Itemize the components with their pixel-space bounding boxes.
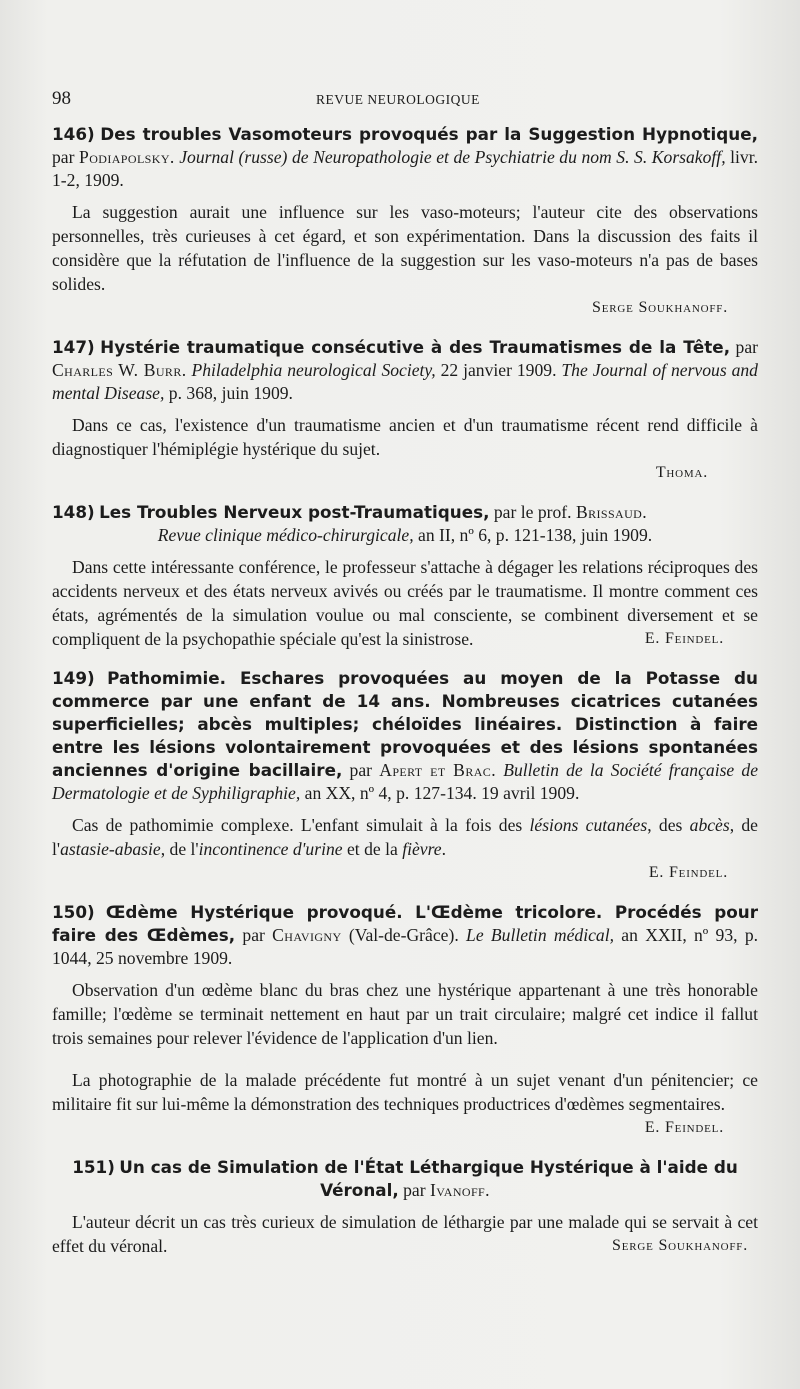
entry-source: Journal (russe) de Neuropathologie et de Psychiatrie du nom S. S. Korsakoff, <box>179 147 726 167</box>
entry-signature: Thoma. <box>655 464 708 481</box>
entry-source: Philadelphia neurological Society, <box>191 360 436 380</box>
entry-paragraph: Dans ce cas, l'existence d'un traumatisme ancien et d'un traumatisme récent rend difficile à diagnostiquer l'hémiplégie hystérique du sujet. <box>52 415 758 459</box>
para-emphasis: incontinence d'urine <box>198 839 343 859</box>
abstract-147 <box>52 336 758 485</box>
by-text: par <box>242 925 265 945</box>
entry-source-details: an II, nº 6, p. 121-138, juin 1909. <box>418 525 653 545</box>
entry-author: Podiapolsky. <box>79 147 175 167</box>
entry-source: Le Bulletin médical, <box>466 925 614 945</box>
entry-heading <box>52 901 758 970</box>
entry-number: 146) <box>52 124 95 144</box>
entry-heading <box>52 123 758 192</box>
page-content <box>52 123 758 1274</box>
entry-number: 150) <box>52 902 95 922</box>
entry-source: Bulletin de la Société française de Dermatologie et de Syphiligraphie, <box>52 760 759 803</box>
entry-number: 151) <box>72 1156 115 1177</box>
para-emphasis: lésions cutanées <box>529 815 648 835</box>
entry-heading <box>52 501 758 547</box>
entry-source: Revue clinique médico-chirurgicale, <box>157 525 414 545</box>
page-header <box>0 84 800 114</box>
entry-number: 149) <box>52 668 95 688</box>
entry-paragraph <box>52 555 758 651</box>
running-head: REVUE NEUROLOGIQUE <box>316 92 480 107</box>
entry-signature: E. Feindel. <box>644 630 724 647</box>
para-text: Cas de pathomimie complexe. L'enfant simulait à la fois des <box>72 815 523 835</box>
entry-signature: E. Feindel. <box>644 1118 724 1136</box>
entry-heading <box>52 336 758 405</box>
abstract-146 <box>52 123 758 320</box>
entry-signature: E. Feindel. <box>648 864 728 881</box>
entry-paragraph: Observation d'un œdème blanc du bras chez une hystérique appartenant à une très honorable famille; l'œdème se terminait nettement en haut par un trait circulaire; malgré cet indice il fallut trois semaines pour relever l'évidence de l'application d'un lien. <box>52 980 758 1048</box>
entry-paragraph <box>52 1068 758 1136</box>
by-text: par <box>403 1179 426 1200</box>
entry-paragraph-text: La photographie de la malade précédente fut montré à un sujet venant d'un pénitencier; ce militaire fit sur lui-même la démonstration des techniques productrices d'œdèmes segmentaires. <box>52 1069 758 1114</box>
entry-signature: Serge Soukhanoff. <box>612 1236 748 1254</box>
author-affiliation: (Val-de-Grâce). <box>348 925 459 945</box>
entry-author: Chavigny <box>272 925 342 945</box>
para-text: , de l' <box>160 839 199 859</box>
para-text: , de l' <box>52 815 758 859</box>
entry-heading <box>52 667 758 805</box>
entry-title: Pathomimie. Eschares provoquées au moyen de la Potasse du commerce par une enfant de 14 ans. Nombreuses cicatrices cutanées superficielles; abcès multiples; chéloïdes linéaires. Distinction à faire entre les lésions volontairement provoquées et des lésions spontanées anciennes d'origine bacillaire, <box>52 668 758 780</box>
para-emphasis: abcès <box>689 815 730 835</box>
para-text: , des <box>647 815 683 835</box>
entry-author: Ivanoff. <box>430 1179 490 1200</box>
page-number: 98 <box>52 88 71 109</box>
abstract-150 <box>52 901 758 1140</box>
entry-source-second: The Journal of nervous and mental Disease, <box>52 360 758 403</box>
entry-source-details: an XXII, nº 93, p. 1044, 25 novembre 1909. <box>52 925 759 968</box>
by-text: par <box>735 337 759 357</box>
entry-source-second-details: p. 368, juin 1909. <box>168 383 293 403</box>
entry-number: 147) <box>52 337 95 357</box>
entry-author: Charles W. Burr. <box>52 360 187 380</box>
para-emphasis: astasie-abasie <box>60 839 161 859</box>
entry-paragraph-text: Dans cette intéressante conférence, le professeur s'attache à dégager les relations réciproques des accidents nerveux et des états nerveux avivés ou créés par le traumatisme. Il montre comment ces états, agrémentés de la simulation voulue ou mal consciente, se combinent diversement et se compliquent de la psychopathie spéciale qu'est la sinistrose. <box>52 557 758 649</box>
entry-heading <box>52 1156 758 1202</box>
by-text: par <box>349 760 373 780</box>
entry-paragraph <box>52 1210 758 1258</box>
entry-paragraph: La suggestion aurait une influence sur les vaso-moteurs; l'auteur cite des observations personnelles, très curieuses à cet égard, et son expérimentation. Dans la discussion des faits il considère que la réfutation de l'influence de la suggestion sur les vaso-moteurs n'a pas de bases solides. <box>52 202 758 294</box>
entry-paragraph-text: L'auteur décrit un cas très curieux de simulation de léthargie par une malade qui se servait à cet effet du véronal. <box>52 1211 758 1256</box>
para-text: et de la <box>346 839 398 859</box>
entry-title: Œdème Hystérique provoqué. L'Œdème tricolore. Procédés pour faire des Œdèmes, <box>52 902 758 945</box>
para-text: . <box>441 839 446 859</box>
entry-source-details: an XX, nº 4, p. 127-134. 19 avril 1909. <box>304 783 580 803</box>
entry-title: Un cas de Simulation de l'État Léthargique Hystérique à l'aide du Véronal, <box>119 1156 738 1200</box>
entry-title: Des troubles Vasomoteurs provoqués par la Suggestion Hypnotique, <box>100 124 758 144</box>
entry-title: Hystérie traumatique consécutive à des Traumatismes de la Tête, <box>100 337 731 357</box>
entry-author: Brissaud. <box>575 502 648 522</box>
abstract-151 <box>52 1156 758 1258</box>
entry-source-details: 22 janvier 1909. <box>440 360 557 380</box>
entry-title: Les Troubles Nerveux post-Traumatiques, <box>99 502 490 522</box>
by-text: par <box>52 147 75 167</box>
entry-number: 148) <box>52 502 95 522</box>
para-emphasis: fièvre <box>402 839 442 859</box>
entry-signature: Serge Soukhanoff. <box>592 299 728 316</box>
entry-paragraph <box>52 813 758 861</box>
by-text: par le prof. <box>493 502 572 522</box>
entry-author: Apert et Brac. <box>379 760 496 780</box>
entry-source-details: livr. 1-2, 1909. <box>52 147 759 190</box>
abstract-148 <box>52 501 758 651</box>
abstract-149 <box>52 667 758 885</box>
